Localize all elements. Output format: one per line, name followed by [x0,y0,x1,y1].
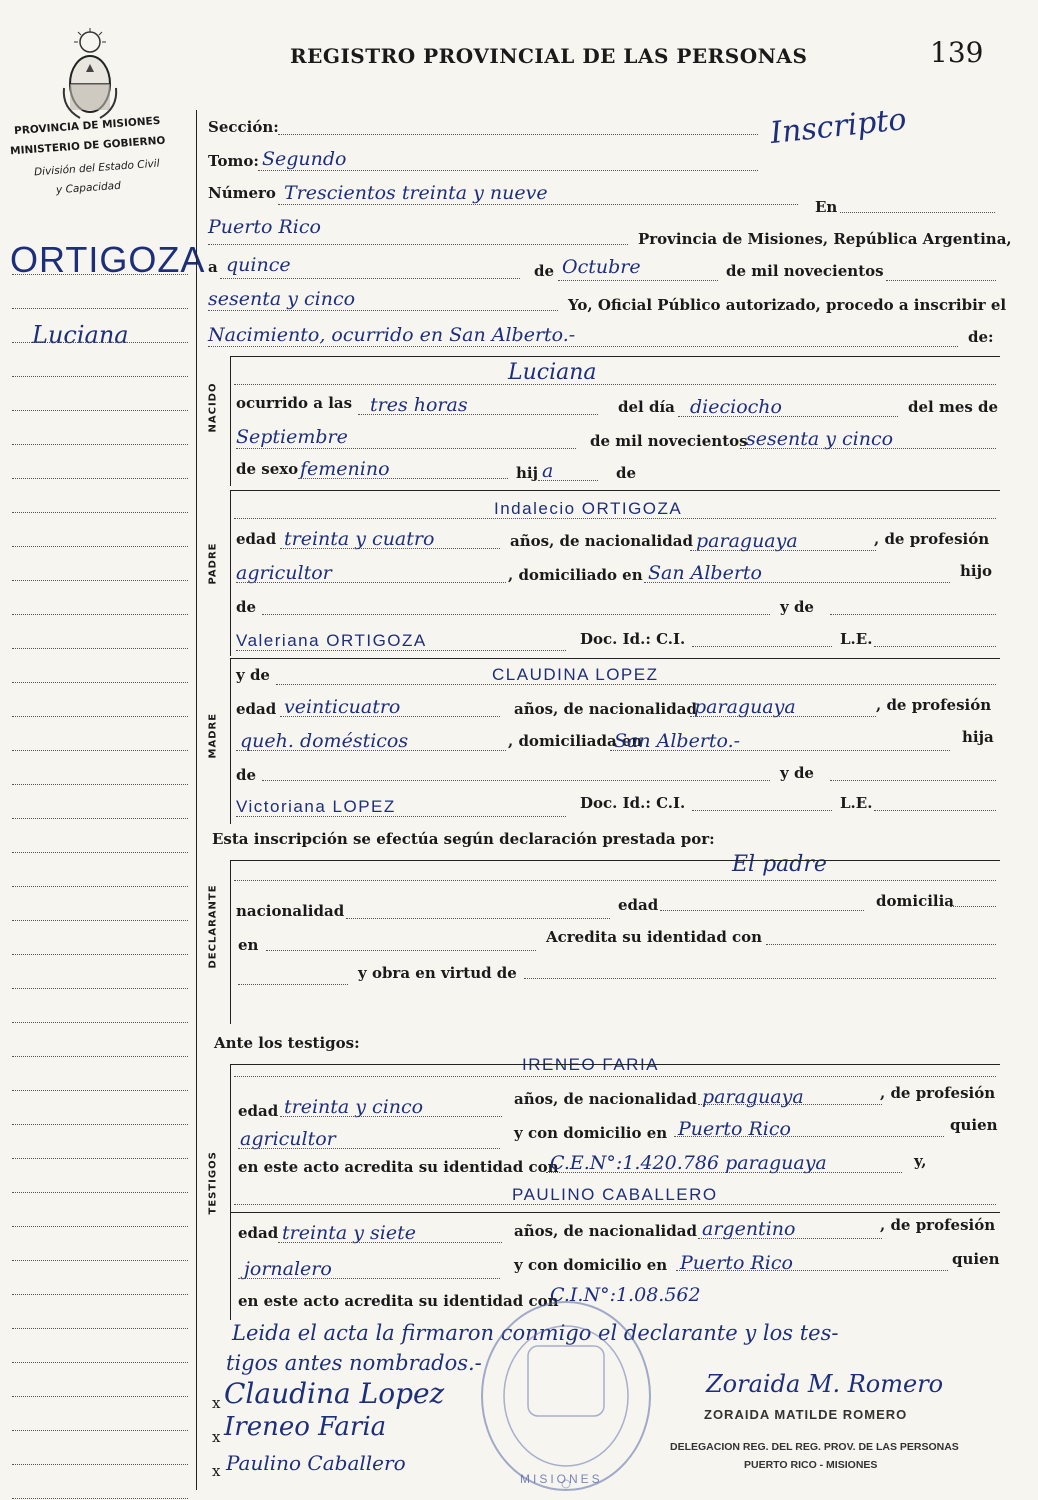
del-dia-label: del día [618,398,675,416]
margin-rule [12,1396,188,1397]
sexo-label: de sexo [236,460,299,478]
t2-nac-label: años, de nacionalidad [514,1222,697,1240]
margin-given-name: Luciana [32,321,129,349]
margin-rule [12,1464,188,1465]
margin-rule [12,614,188,615]
official-seal-icon [478,1298,654,1494]
margin-rule [12,342,188,343]
ocurrido-label: ocurrido a las [236,394,353,412]
margin-rule [12,784,188,785]
registry-title: REGISTRO PROVINCIAL DE LAS PERSONAS [290,44,808,68]
margin-rule [12,1430,188,1431]
padre-dom-label: , domiciliado en [508,566,643,584]
t1-nac-label: años, de nacionalidad [514,1090,697,1108]
margin-rule [12,580,188,581]
padre-mother-name: Valeriana ORTIGOZA [236,631,427,650]
padre-section-label: PADRE [207,542,219,585]
margin-rule [12,1124,188,1125]
padre-doc-label: Doc. Id.: C.I. [580,630,686,648]
madre-mother-name: Victoriana LOPEZ [236,797,396,816]
madre-dom-value: San Alberto.- [614,730,741,752]
margin-surname: ORTIGOZA [10,239,206,280]
padre-edad-value: treinta y cuatro [284,528,435,550]
signature-2: Ireneo Faria [224,1412,387,1442]
margin-rule [12,920,188,921]
en-label: En [815,198,838,216]
margin-rule [12,1498,188,1499]
padre-nac-label: años, de nacionalidad [510,532,693,550]
padre-de-label: de [236,598,257,616]
hora-value: tres horas [370,394,468,416]
official-place: PUERTO RICO - MISIONES [744,1459,878,1471]
madre-y-de2-label: y de [780,764,814,782]
madre-prof-label: , de profesión [876,696,992,714]
margin-rule [12,886,188,887]
hij-label: hij [516,464,539,482]
province-line-2: MINISTERIO DE GOBIERNO [9,134,166,158]
t2-edad-value: treinta y siete [282,1222,417,1244]
signature-1: Claudina Lopez [224,1377,445,1410]
t2-dom-label: y con domicilio en [514,1256,668,1274]
padre-hijo-label: hijo [960,562,993,580]
madre-prof-value: queh. domésticos [240,730,409,752]
page-number: 139 [930,36,984,69]
official-name: ZORAIDA MATILDE ROMERO [704,1407,908,1422]
t1-acredita-label: en este acto acredita su identidad con [238,1158,559,1176]
margin-rule [12,444,188,445]
margin-rule [12,410,188,411]
padre-dom-value: San Alberto [648,562,762,584]
madre-name: CLAUDINA LOPEZ [492,665,659,684]
province-line-3: División del Estado Civil [33,157,160,179]
month-value: Octubre [562,256,641,278]
margin-rule [12,750,188,751]
province-line-4: y Capacidad [55,179,122,197]
margin-rule [12,512,188,513]
padre-le-label: L.E. [840,630,873,648]
margin-rule [12,308,188,309]
madre-edad-label: edad [236,700,277,718]
t1-edad-value: treinta y cinco [284,1096,424,1118]
margin-rule [12,1090,188,1091]
margin-rule [12,1294,188,1295]
t1-prof-label: , de profesión [880,1084,996,1102]
declarante-edad-label: edad [618,896,659,914]
x-mark-3: x [212,1462,221,1480]
declarante-section-label: DECLARANTE [207,884,219,969]
closing-line-1: Leida el acta la firmaron conmigo el declarante y los tes- [232,1321,839,1345]
signature-3: Paulino Caballero [226,1451,406,1475]
t1-dom-value: Puerto Rico [678,1118,791,1140]
t2-nac-value: argentino [702,1218,796,1240]
madre-nac-label: años, de nacionalidad [514,700,697,718]
t1-prof-value: agricultor [240,1128,336,1150]
margin-divider [196,110,197,1490]
madre-dom-label: , domiciliada en [508,732,643,750]
declarante-value: El padre [732,852,827,877]
margin-rule [12,818,188,819]
nacido-de-label: de [616,464,637,482]
tomo-label: Tomo: [208,152,259,170]
margin-rule [12,1362,188,1363]
margin-rule [12,1192,188,1193]
padre-edad-label: edad [236,530,277,548]
official-signature: Zoraida M. Romero [706,1370,944,1398]
margin-rule [12,1328,188,1329]
declarante-intro: Esta inscripción se efectúa según declaración prestada por: [212,830,715,848]
anio-value: sesenta y cinco [746,428,894,450]
testigo2-name: PAULINO CABALLERO [512,1185,718,1204]
province-text: Provincia de Misiones, República Argentina, [638,230,1012,248]
coat-of-arms-icon [60,28,120,126]
nacido-name: Luciana [508,360,597,385]
dia-value: dieciocho [690,396,782,418]
madre-edad-value: veinticuatro [284,696,401,718]
mes-value: Septiembre [236,426,348,448]
seal-text: MISIONES [520,1472,603,1486]
testigo1-name: IRENEO FARIA [522,1055,660,1074]
madre-doc-label: Doc. Id.: C.I. [580,794,686,812]
madre-nac-value: paraguaya [694,696,796,718]
year-value: sesenta y cinco [208,288,356,310]
margin-rule [12,852,188,853]
del-mes-label: del mes de [908,398,999,416]
nacido-mil-label: de mil novecientos [590,432,748,450]
t2-prof-label: , de profesión [880,1216,996,1234]
t1-doc-value: C.E.N°:1.420.786 paraguaya [550,1152,827,1174]
official-title: DELEGACION REG. DEL REG. PROV. DE LAS PERSONAS [670,1441,959,1453]
day-value: quince [226,254,291,276]
padre-y-de-label: y de [780,598,814,616]
margin-rule [12,478,188,479]
margin-rule [12,546,188,547]
t1-y-label: y, [914,1152,927,1170]
numero-label: Número [208,184,276,202]
closing-line-2: tigos antes nombrados.- [226,1351,482,1375]
margin-rule [12,274,188,275]
t2-quien-label: quien [952,1250,1000,1268]
place-value: Puerto Rico [208,216,321,238]
t1-quien-label: quien [950,1116,998,1134]
declarante-dom-label: domicilia [876,892,955,910]
margin-rule [12,682,188,683]
margin-rule [12,1056,188,1057]
t2-edad-label: edad [238,1224,279,1242]
madre-y-de-label: y de [236,666,270,684]
padre-prof-value: agricultor [236,562,332,584]
x-mark-2: x [212,1428,221,1446]
madre-hija-label: hija [962,728,994,746]
declarante-en-label: en [238,936,259,954]
t1-edad-label: edad [238,1102,279,1120]
tomo-value: Segundo [262,148,347,170]
margin-rule [12,954,188,955]
testigos-intro: Ante los testigos: [214,1034,360,1052]
nacido-section-label: NACIDO [207,382,219,433]
declarante-virtud-label: y obra en virtud de [358,964,517,982]
declarante-nac-label: nacionalidad [236,902,345,920]
madre-section-label: MADRE [207,712,219,759]
margin-rule [12,988,188,989]
sexo-value: femenino [300,458,390,480]
margin-rule [12,716,188,717]
x-mark-1: x [212,1394,221,1412]
act-value: Nacimiento, ocurrido en San Alberto.- [208,324,576,346]
margin-rule [12,648,188,649]
margin-rule [12,1158,188,1159]
de-label: de [534,262,555,280]
hij-value: a [542,460,554,482]
a-label: a [208,258,218,276]
mil-label: de mil novecientos [726,262,884,280]
t2-prof-value: jornalero [244,1258,332,1280]
t2-dom-value: Puerto Rico [680,1252,793,1274]
t2-acredita-label: en este acto acredita su identidad con [238,1292,559,1310]
padre-name: Indalecio ORTIGOZA [494,499,683,518]
top-signature: Inscripto [768,101,909,152]
margin-rule [12,1260,188,1261]
declarante-acredita-label: Acredita su identidad con [546,928,763,946]
margin-rule [12,1226,188,1227]
t2-doc-value: C.I.N°:1.08.562 [550,1284,701,1306]
margin-rule [12,1022,188,1023]
t1-nac-value: paraguaya [702,1086,804,1108]
testigos-section-label: TESTIGOS [207,1151,219,1215]
padre-prof-label: , de profesión [874,530,990,548]
padre-nac-value: paraguaya [696,530,798,552]
margin-rule [12,376,188,377]
oficial-text: Yo, Oficial Público autorizado, procedo a inscribir el [568,296,1007,314]
province-line-1: PROVINCIA DE MISIONES [13,114,161,138]
t1-dom-label: y con domicilio en [514,1124,668,1142]
madre-le-label: L.E. [840,794,873,812]
de-colon: de: [968,328,994,346]
seccion-label: Sección: [208,118,279,136]
numero-value: Trescientos treinta y nueve [284,182,548,204]
madre-de-label: de [236,766,257,784]
